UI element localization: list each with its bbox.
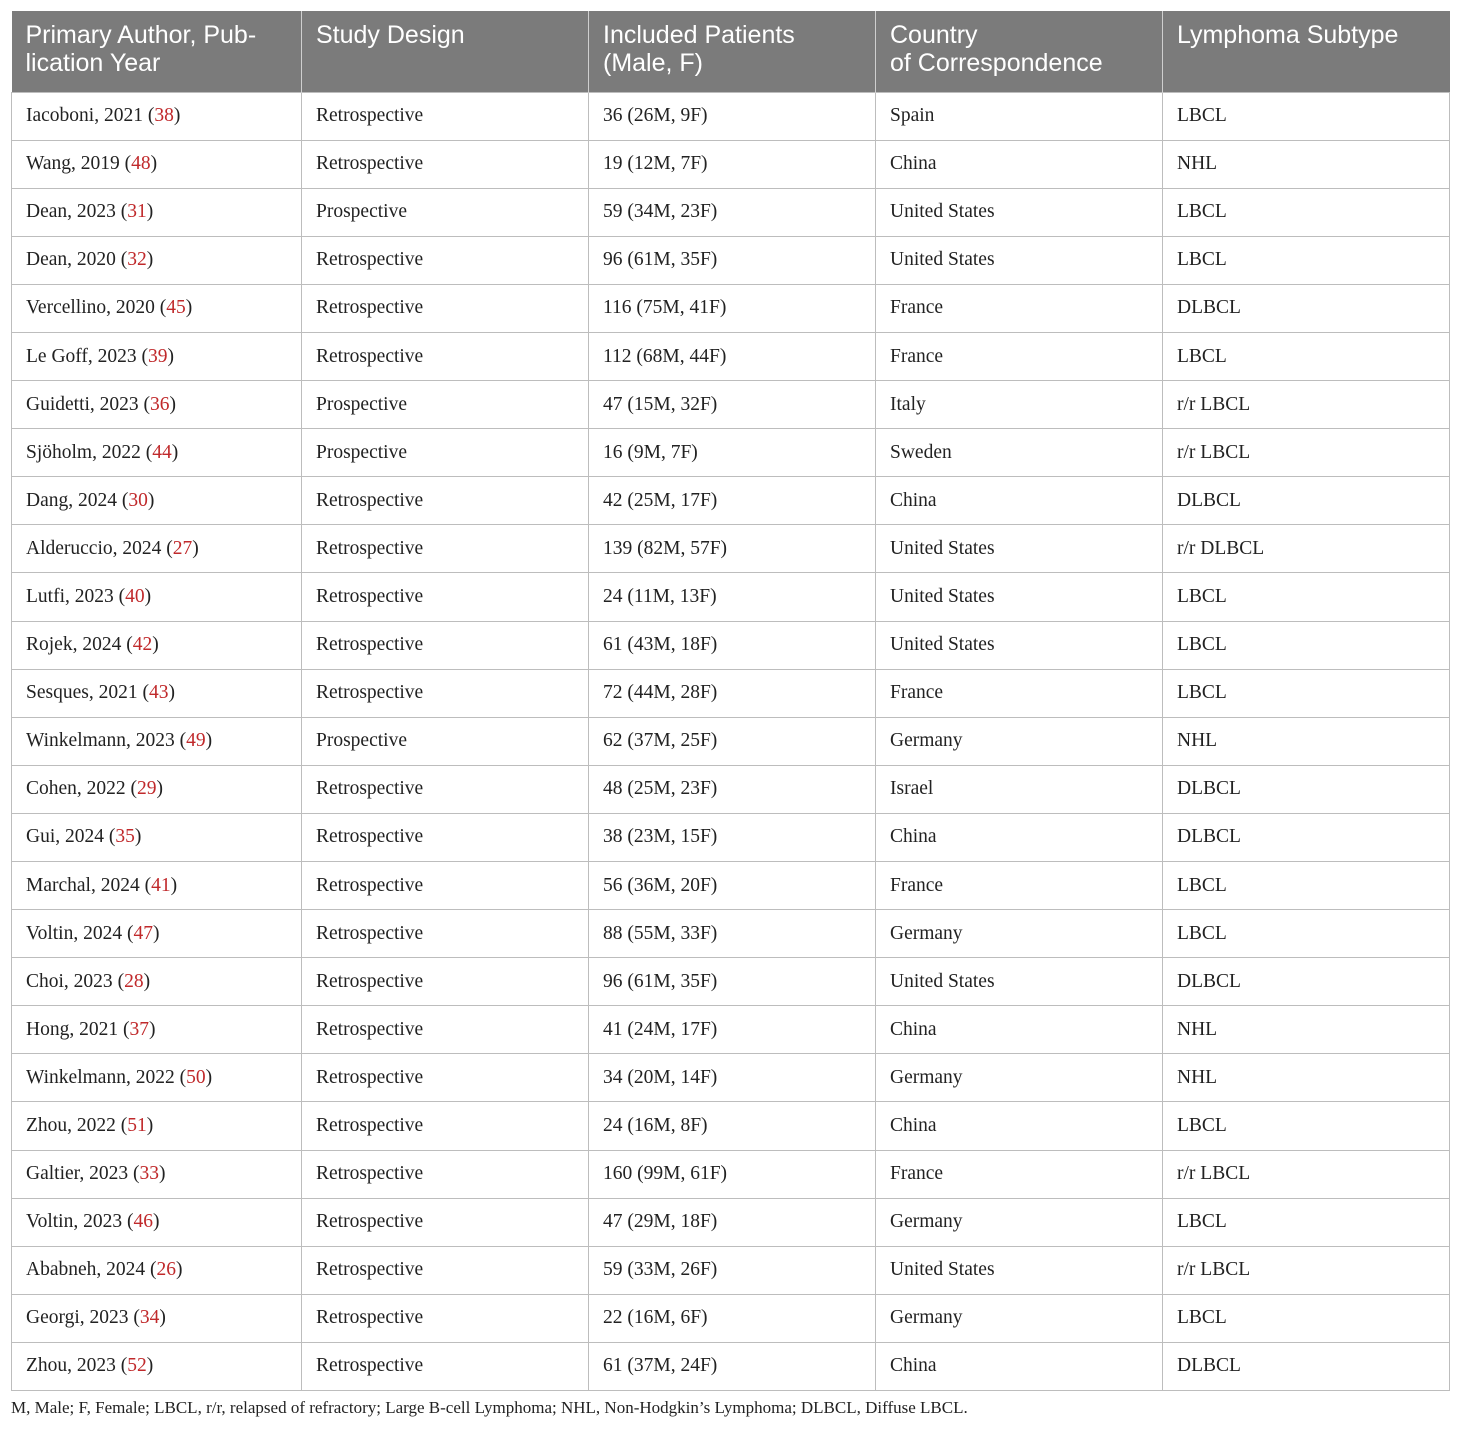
cell-author: Dean, 2020 (32): [12, 236, 302, 284]
cell-lymphoma-subtype: LBCL: [1163, 1294, 1450, 1342]
cell-country: United States: [876, 236, 1163, 284]
author-name: Cohen, 2022: [26, 778, 126, 800]
cell-country: China: [876, 477, 1163, 525]
cell-study-design: Retrospective: [302, 1246, 589, 1294]
reference-link[interactable]: 27: [172, 537, 193, 559]
cell-lymphoma-subtype: NHL: [1163, 717, 1450, 765]
cell-study-design: Retrospective: [302, 1102, 589, 1150]
cell-included-patients: 139 (82M, 57F): [589, 525, 876, 573]
author-name: Choi, 2023: [26, 970, 113, 992]
table-row: [12, 1150, 1450, 1198]
cell-study-design: Prospective: [302, 381, 589, 429]
header-included-patients: Included Patients (Male, F): [589, 11, 876, 92]
author-name: Le Goff, 2023: [26, 345, 137, 367]
author-name: Zhou, 2022: [26, 1115, 116, 1137]
cell-country: France: [876, 284, 1163, 332]
cell-author: Iacoboni, 2021 (38): [12, 92, 302, 140]
reference-link[interactable]: 42: [132, 634, 153, 656]
study-table-container: [11, 11, 1449, 1391]
cell-lymphoma-subtype: LBCL: [1163, 236, 1450, 284]
cell-country: Italy: [876, 381, 1163, 429]
cell-country: Germany: [876, 1294, 1163, 1342]
header-study-design: Study Design: [302, 11, 589, 92]
cell-study-design: Retrospective: [302, 765, 589, 813]
cell-lymphoma-subtype: DLBCL: [1163, 765, 1450, 813]
cell-included-patients: 36 (26M, 9F): [589, 92, 876, 140]
table-row: [12, 284, 1450, 332]
cell-author: Cohen, 2022 (29): [12, 765, 302, 813]
author-name: Hong, 2021: [26, 1018, 119, 1040]
table-row: [12, 765, 1450, 813]
cell-author: Choi, 2023 (28): [12, 958, 302, 1006]
table-row: [12, 332, 1450, 380]
cell-study-design: Retrospective: [302, 573, 589, 621]
cell-lymphoma-subtype: NHL: [1163, 1006, 1450, 1054]
cell-author: Georgi, 2023 (34): [12, 1294, 302, 1342]
table-header-row: [12, 11, 1450, 92]
table-row: [12, 862, 1450, 910]
cell-study-design: Retrospective: [302, 1198, 589, 1246]
cell-study-design: Prospective: [302, 429, 589, 477]
cell-study-design: Retrospective: [302, 669, 589, 717]
reference-link[interactable]: 28: [124, 970, 144, 992]
cell-study-design: Retrospective: [302, 958, 589, 1006]
cell-included-patients: 24 (11M, 13F): [589, 573, 876, 621]
table-row: [12, 477, 1450, 525]
author-name: Dang, 2024: [26, 489, 117, 511]
cell-included-patients: 56 (36M, 20F): [589, 862, 876, 910]
cell-author: Guidetti, 2023 (36): [12, 381, 302, 429]
table-row: [12, 92, 1450, 140]
reference-link[interactable]: 51: [127, 1115, 147, 1137]
cell-included-patients: 62 (37M, 25F): [589, 717, 876, 765]
reference-link[interactable]: 43: [148, 682, 169, 704]
cell-included-patients: 160 (99M, 61F): [589, 1150, 876, 1198]
cell-lymphoma-subtype: LBCL: [1163, 1102, 1450, 1150]
reference-link[interactable]: 41: [151, 874, 171, 896]
table-row: [12, 429, 1450, 477]
cell-included-patients: 48 (25M, 23F): [589, 765, 876, 813]
cell-author: Zhou, 2023 (52): [12, 1342, 302, 1390]
header-country: Country of Correspondence: [876, 11, 1163, 92]
table-row: [12, 188, 1450, 236]
cell-lymphoma-subtype: DLBCL: [1163, 813, 1450, 861]
cell-author: Winkelmann, 2022 (50): [12, 1054, 302, 1102]
cell-included-patients: 47 (29M, 18F): [589, 1198, 876, 1246]
cell-country: Israel: [876, 765, 1163, 813]
cell-country: China: [876, 813, 1163, 861]
cell-lymphoma-subtype: LBCL: [1163, 1198, 1450, 1246]
cell-country: Germany: [876, 717, 1163, 765]
table-row: [12, 1006, 1450, 1054]
cell-author: Winkelmann, 2023 (49): [12, 717, 302, 765]
author-name: Voltin, 2023: [26, 1211, 123, 1233]
cell-lymphoma-subtype: LBCL: [1163, 910, 1450, 958]
cell-author: Marchal, 2024 (41): [12, 862, 302, 910]
cell-study-design: Retrospective: [302, 910, 589, 958]
study-table: [11, 11, 1450, 1391]
cell-lymphoma-subtype: LBCL: [1163, 92, 1450, 140]
cell-author: Le Goff, 2023 (39): [12, 332, 302, 380]
author-name: Georgi, 2023: [26, 1307, 129, 1329]
table-row: [12, 1054, 1450, 1102]
author-name: Marchal, 2024: [26, 874, 140, 896]
cell-study-design: Retrospective: [302, 1294, 589, 1342]
cell-country: United States: [876, 573, 1163, 621]
cell-country: France: [876, 332, 1163, 380]
cell-country: China: [876, 1342, 1163, 1390]
cell-included-patients: 96 (61M, 35F): [589, 958, 876, 1006]
cell-included-patients: 42 (25M, 17F): [589, 477, 876, 525]
reference-link[interactable]: 38: [154, 105, 174, 127]
cell-country: United States: [876, 188, 1163, 236]
cell-lymphoma-subtype: r/r LBCL: [1163, 1246, 1450, 1294]
author-name: Winkelmann, 2023: [26, 730, 175, 752]
cell-author: Lutfi, 2023 (40): [12, 573, 302, 621]
author-name: Dean, 2020: [26, 249, 116, 271]
cell-lymphoma-subtype: LBCL: [1163, 332, 1450, 380]
author-name: Winkelmann, 2022: [26, 1066, 175, 1088]
author-name: Rojek, 2024: [26, 634, 122, 656]
author-name: Galtier, 2023: [26, 1163, 129, 1185]
reference-link[interactable]: 33: [139, 1163, 159, 1185]
cell-included-patients: 61 (37M, 24F): [589, 1342, 876, 1390]
cell-country: China: [876, 140, 1163, 188]
cell-author: Ababneh, 2024 (26): [12, 1246, 302, 1294]
cell-study-design: Retrospective: [302, 813, 589, 861]
author-name: Sesques, 2021: [26, 682, 138, 704]
cell-author: Wang, 2019 (48): [12, 140, 302, 188]
cell-included-patients: 61 (43M, 18F): [589, 621, 876, 669]
table-body: [12, 92, 1450, 1391]
author-name: Iacoboni, 2021: [26, 105, 143, 127]
reference-link[interactable]: 45: [166, 297, 186, 319]
table-row: [12, 1294, 1450, 1342]
reference-link[interactable]: 52: [127, 1355, 147, 1377]
author-name: Ababneh, 2024: [26, 1259, 146, 1281]
reference-link[interactable]: 30: [128, 489, 148, 511]
reference-link[interactable]: 50: [186, 1066, 206, 1088]
cell-country: France: [876, 1150, 1163, 1198]
cell-country: Germany: [876, 1198, 1163, 1246]
header-primary-author: Primary Author, Pub- lication Year: [12, 11, 302, 92]
reference-link[interactable]: 34: [139, 1307, 160, 1329]
table-row: [12, 813, 1450, 861]
cell-study-design: Retrospective: [302, 1150, 589, 1198]
cell-author: Voltin, 2023 (46): [12, 1198, 302, 1246]
cell-country: China: [876, 1102, 1163, 1150]
author-name: Dean, 2023: [26, 201, 116, 223]
cell-included-patients: 19 (12M, 7F): [589, 140, 876, 188]
cell-lymphoma-subtype: DLBCL: [1163, 477, 1450, 525]
cell-lymphoma-subtype: r/r LBCL: [1163, 429, 1450, 477]
cell-lymphoma-subtype: LBCL: [1163, 573, 1450, 621]
cell-country: Germany: [876, 910, 1163, 958]
cell-study-design: Retrospective: [302, 477, 589, 525]
table-row: [12, 381, 1450, 429]
cell-study-design: Retrospective: [302, 525, 589, 573]
cell-country: United States: [876, 525, 1163, 573]
cell-country: United States: [876, 621, 1163, 669]
cell-country: Sweden: [876, 429, 1163, 477]
cell-author: Hong, 2021 (37): [12, 1006, 302, 1054]
cell-study-design: Prospective: [302, 188, 589, 236]
table-row: [12, 140, 1450, 188]
table-row: [12, 1198, 1450, 1246]
cell-study-design: Retrospective: [302, 284, 589, 332]
cell-included-patients: 112 (68M, 44F): [589, 332, 876, 380]
reference-link[interactable]: 44: [152, 441, 172, 463]
cell-country: Spain: [876, 92, 1163, 140]
cell-study-design: Retrospective: [302, 332, 589, 380]
cell-included-patients: 116 (75M, 41F): [589, 284, 876, 332]
author-name: Vercellino, 2020: [26, 297, 155, 319]
reference-link[interactable]: 31: [127, 201, 147, 223]
author-name: Zhou, 2023: [26, 1355, 116, 1377]
cell-included-patients: 59 (34M, 23F): [589, 188, 876, 236]
cell-country: United States: [876, 958, 1163, 1006]
cell-lymphoma-subtype: r/r LBCL: [1163, 381, 1450, 429]
cell-author: Dean, 2023 (31): [12, 188, 302, 236]
table-row: [12, 1102, 1450, 1150]
author-name: Sjöholm, 2022: [26, 441, 141, 463]
cell-lymphoma-subtype: r/r DLBCL: [1163, 525, 1450, 573]
cell-study-design: Retrospective: [302, 621, 589, 669]
author-name: Lutfi, 2023: [26, 585, 114, 607]
reference-link[interactable]: 29: [137, 778, 157, 800]
cell-lymphoma-subtype: DLBCL: [1163, 284, 1450, 332]
cell-included-patients: 96 (61M, 35F): [589, 236, 876, 284]
cell-study-design: Retrospective: [302, 236, 589, 284]
cell-author: Gui, 2024 (35): [12, 813, 302, 861]
reference-link[interactable]: 48: [131, 153, 151, 175]
table-row: [12, 1342, 1450, 1390]
header-lymphoma-subtype: Lymphoma Subtype: [1163, 11, 1450, 92]
cell-country: France: [876, 669, 1163, 717]
table-row: [12, 717, 1450, 765]
cell-author: Vercellino, 2020 (45): [12, 284, 302, 332]
cell-lymphoma-subtype: DLBCL: [1163, 958, 1450, 1006]
cell-included-patients: 59 (33M, 26F): [589, 1246, 876, 1294]
reference-link[interactable]: 39: [148, 345, 168, 367]
cell-country: China: [876, 1006, 1163, 1054]
table-row: [12, 1246, 1450, 1294]
cell-lymphoma-subtype: NHL: [1163, 140, 1450, 188]
cell-study-design: Retrospective: [302, 862, 589, 910]
cell-author: Rojek, 2024 (42): [12, 621, 302, 669]
cell-included-patients: 72 (44M, 28F): [589, 669, 876, 717]
table-row: [12, 621, 1450, 669]
cell-included-patients: 47 (15M, 32F): [589, 381, 876, 429]
cell-included-patients: 24 (16M, 8F): [589, 1102, 876, 1150]
cell-study-design: Prospective: [302, 717, 589, 765]
table-row: [12, 236, 1450, 284]
cell-included-patients: 38 (23M, 15F): [589, 813, 876, 861]
table-row: [12, 958, 1450, 1006]
cell-included-patients: 34 (20M, 14F): [589, 1054, 876, 1102]
cell-included-patients: 16 (9M, 7F): [589, 429, 876, 477]
table-row: [12, 525, 1450, 573]
cell-author: Voltin, 2024 (47): [12, 910, 302, 958]
cell-author: Galtier, 2023 (33): [12, 1150, 302, 1198]
reference-link[interactable]: 36: [150, 393, 170, 415]
table-footnote: M, Male; F, Female; LBCL, r/r, relapsed of refractory; Large B-cell Lymphoma; NHL, Non-Hodgkin’s Lymphoma; DLBCL, Diffuse LBCL.: [11, 1398, 968, 1417]
author-name: Voltin, 2024: [26, 922, 123, 944]
cell-study-design: Retrospective: [302, 1342, 589, 1390]
author-name: Gui, 2024: [26, 826, 104, 848]
reference-link[interactable]: 35: [115, 826, 135, 848]
cell-lymphoma-subtype: NHL: [1163, 1054, 1450, 1102]
cell-author: Sesques, 2021 (43): [12, 669, 302, 717]
reference-link[interactable]: 40: [125, 585, 145, 607]
cell-country: France: [876, 862, 1163, 910]
reference-link[interactable]: 46: [133, 1211, 153, 1233]
cell-author: Zhou, 2022 (51): [12, 1102, 302, 1150]
cell-country: United States: [876, 1246, 1163, 1294]
cell-lymphoma-subtype: LBCL: [1163, 862, 1450, 910]
cell-author: Alderuccio, 2024 (27): [12, 525, 302, 573]
cell-study-design: Retrospective: [302, 1006, 589, 1054]
cell-lymphoma-subtype: r/r LBCL: [1163, 1150, 1450, 1198]
author-name: Wang, 2019: [26, 153, 120, 175]
table-row: [12, 669, 1450, 717]
cell-study-design: Retrospective: [302, 1054, 589, 1102]
cell-lymphoma-subtype: DLBCL: [1163, 1342, 1450, 1390]
cell-lymphoma-subtype: LBCL: [1163, 621, 1450, 669]
cell-study-design: Retrospective: [302, 140, 589, 188]
cell-author: Dang, 2024 (30): [12, 477, 302, 525]
reference-link[interactable]: 47: [133, 922, 153, 944]
table-row: [12, 573, 1450, 621]
cell-author: Sjöholm, 2022 (44): [12, 429, 302, 477]
cell-included-patients: 22 (16M, 6F): [589, 1294, 876, 1342]
reference-link[interactable]: 49: [186, 730, 206, 752]
cell-country: Germany: [876, 1054, 1163, 1102]
author-name: Alderuccio, 2024: [26, 537, 162, 559]
cell-lymphoma-subtype: LBCL: [1163, 669, 1450, 717]
reference-link[interactable]: 37: [129, 1018, 149, 1040]
table-row: [12, 910, 1450, 958]
cell-included-patients: 41 (24M, 17F): [589, 1006, 876, 1054]
author-name: Guidetti, 2023: [26, 393, 139, 415]
cell-included-patients: 88 (55M, 33F): [589, 910, 876, 958]
cell-lymphoma-subtype: LBCL: [1163, 188, 1450, 236]
cell-study-design: Retrospective: [302, 92, 589, 140]
reference-link[interactable]: 26: [156, 1259, 177, 1281]
reference-link[interactable]: 32: [127, 249, 147, 271]
